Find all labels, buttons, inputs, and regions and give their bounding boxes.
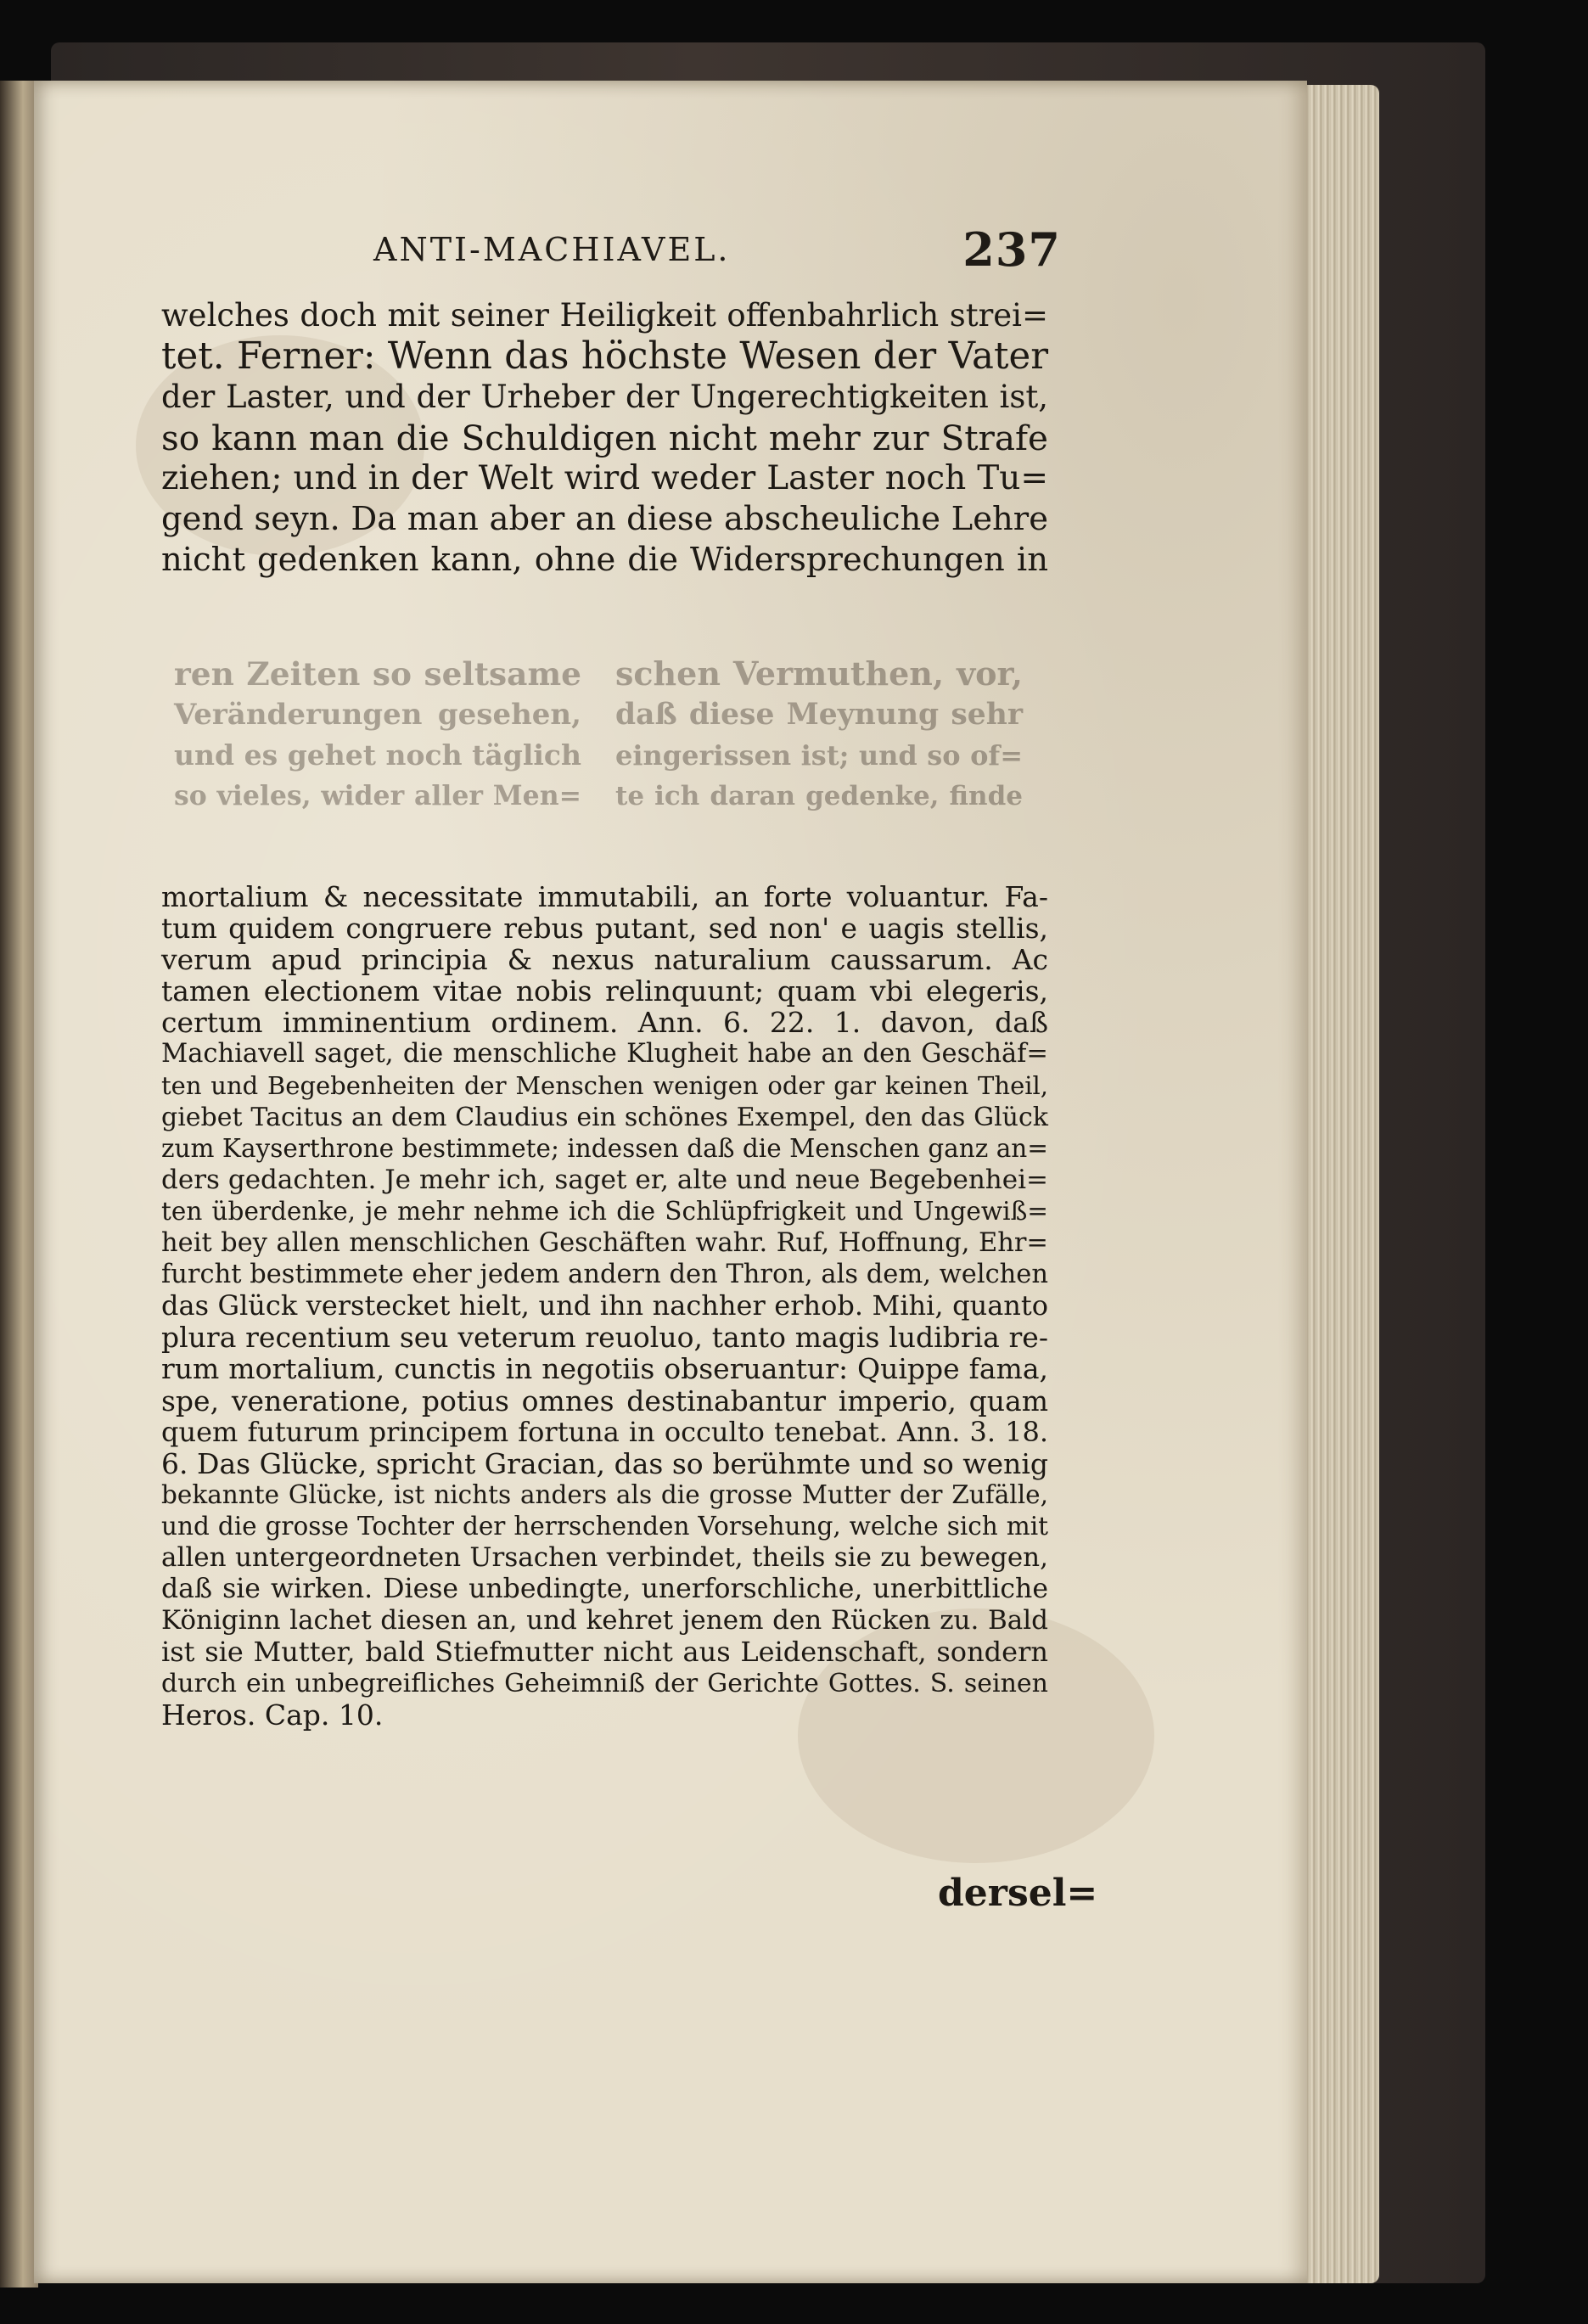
text-line: Königinn lachet diesen an, und kehret jenem den Rücken zu. Bald [161,1605,1048,1636]
text-line: te ich daran gedenke, finde [615,781,1023,811]
text-line: daß diese Meynung sehr [615,698,1023,732]
page-stack-edge [1303,85,1379,2283]
text-line: Heros. Cap. 10. [161,1698,384,1732]
text-line: ziehen; und in der Welt wird weder Laster noch Tu= [161,459,1048,497]
text-line: allen untergeordneten Ursachen verbindet, theils sie zu bewegen, [161,1541,1048,1573]
text-line: durch ein unbegreifliches Geheimniß der Gerichte Gottes. S. seinen [161,1669,1048,1699]
text-line: gend seyn. Da man aber an diese abscheuliche Lehre [161,500,1048,538]
text-line: ten überdenke, je mehr nehme ich die Schlüpfrigkeit und Ungewiß= [161,1196,1048,1226]
text-line: furcht bestimmete eher jedem andern den Thron, als dem, welchen [161,1260,1048,1290]
text-line: zum Kayserthrone bestimmete; indessen daß die Menschen ganz an= [161,1133,1048,1163]
page-number: 237 [962,222,1061,277]
text-line: daß sie wirken. Diese unbedingte, unerforschliche, unerbittliche [161,1574,1048,1605]
running-header [373,222,1061,290]
text-line: tamen electionem vitae nobis relinquunt; quam vbi elegeris, [161,974,1048,1008]
text-line: der Laster, und der Urheber der Ungerechtigkeiten ist, [161,379,1048,415]
text-line: tum quidem congruere rebus putant, sed non' e uagis stellis, [161,912,1048,946]
text-line: und es gehet noch täglich [174,738,581,772]
show-through-right-column [615,654,1023,817]
show-through-left-column [174,654,581,817]
text-line: spe, veneratione, potius omnes destinabantur imperio, quam [161,1384,1048,1417]
text-line: quem futurum principem fortuna in occulto tenebat. Ann. 3. 18. [161,1415,1048,1448]
text-line: so vieles, wider aller Men= [174,780,581,811]
text-line: giebet Tacitus an dem Claudius ein schönes Exempel, den das Glück [161,1102,1048,1132]
text-line: nicht gedenken kann, ohne die Widersprechungen in [161,541,1048,579]
text-line: schen Vermuthen, vor, [615,654,1023,693]
text-line: rum mortalium, cunctis in negotiis obseruantur: Quippe fama, [161,1352,1048,1386]
text-line: und die grosse Tochter der herrschenden Vorsehung, welche sich mit [161,1511,1048,1541]
show-through-text [174,654,1031,823]
text-line: bekannte Glücke, ist nichts anders als die grosse Mutter der Zufälle, [161,1479,1048,1509]
text-line: ten und Begebenheiten der Menschen wenigen oder gar keinen Theil, [161,1070,1048,1100]
text-line: ren Zeiten so seltsame [174,655,581,693]
running-title: ANTI-MACHIAVEL. [373,231,731,268]
catchword: dersel= [938,1872,1098,1915]
text-line: eingerissen ist; und so of= [615,739,1023,772]
footnote-text [161,881,1048,1732]
text-line: so kann man die Schuldigen nicht mehr zur Strafe [161,418,1048,458]
text-line: welches doch mit seiner Heiligkeit offenbahrlich strei= [161,297,1048,334]
text-line: das Glück verstecket hielt, und ihn nachher erhob. Mihi, quanto [161,1289,1048,1322]
text-line: tet. Ferner: Wenn das höchste Wesen der Vater [161,335,1048,378]
text-line: plura recentium seu veterum reuoluo, tanto magis ludibria re- [161,1321,1048,1355]
main-text [161,295,1048,581]
text-line: mortalium & necessitate immutabili, an forte voluantur. Fa- [161,880,1048,913]
previous-page-edge [0,81,38,2288]
text-line: ist sie Mutter, bald Stiefmutter nicht aus Leidenschaft, sondern [161,1636,1048,1669]
text-line: 6. Das Glücke, spricht Gracian, das so berühmte und so wenig [161,1446,1048,1480]
text-line: heit bey allen menschlichen Geschäften wahr. Ruf, Hoffnung, Ehr= [161,1228,1048,1259]
text-line: ders gedachten. Je mehr ich, saget er, alte und neue Begebenhei= [161,1164,1048,1195]
text-line: certum imminentium ordinem. Ann. 6. 22. 1. davon, daß [161,1006,1048,1040]
text-line: verum apud principia & nexus naturalium caussarum. Ac [161,943,1048,977]
text-line: Machiavell saget, die menschliche Klugheit habe an den Geschäf= [161,1039,1048,1069]
text-line: Veränderungen gesehen, [174,698,581,732]
